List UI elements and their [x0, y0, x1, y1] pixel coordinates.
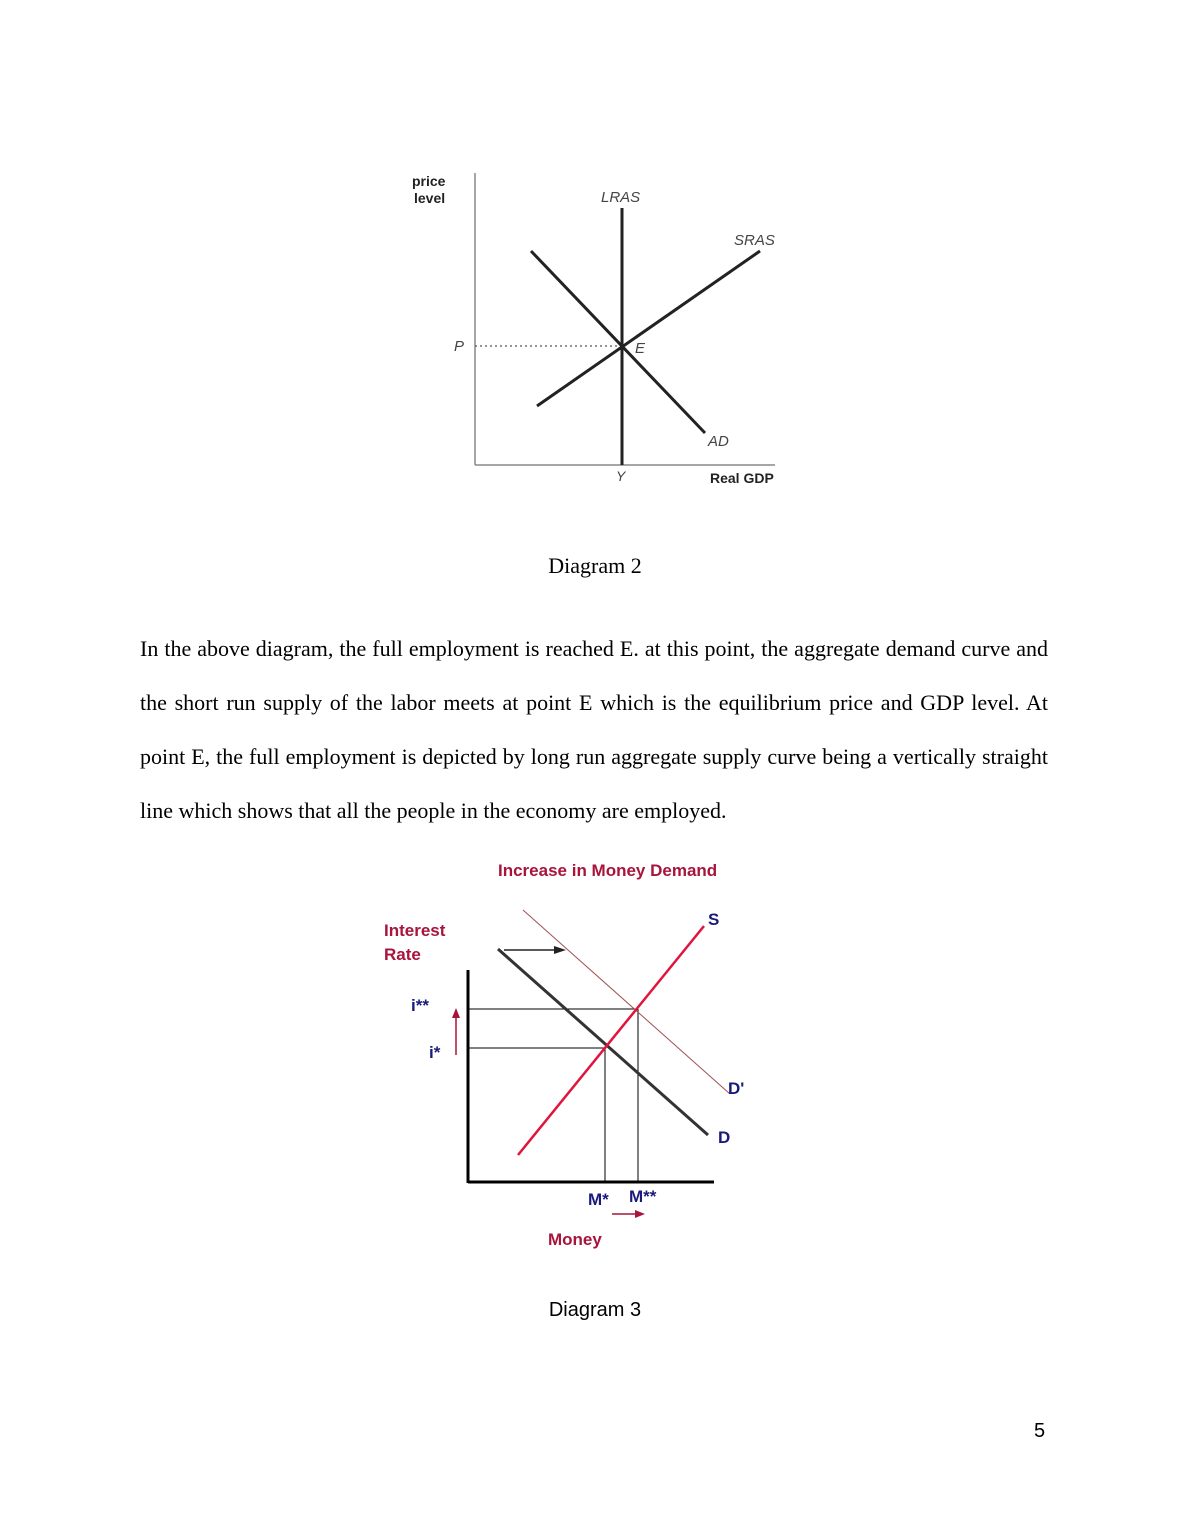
d3-i-star-label: i* [429, 1043, 441, 1062]
d3-m-star-label: M* [588, 1190, 609, 1209]
d2-x-axis-label: Real GDP [710, 470, 774, 486]
d3-supply-label: S [708, 910, 720, 929]
d2-y-axis-label-line2: level [414, 190, 446, 206]
diagram-3-caption: Diagram 3 [548, 1299, 642, 1321]
d2-output-label: Y [616, 468, 626, 484]
d2-lras-label: LRAS [601, 189, 641, 206]
diagram-2-caption: Diagram 2 [548, 553, 642, 578]
d2-ad-line [531, 251, 705, 433]
d3-money-rise-arrowhead [635, 1210, 645, 1218]
d3-y-axis-label-line1: Interest [384, 921, 446, 940]
diagram-2 [400, 165, 800, 495]
d3-supply-line [518, 926, 704, 1155]
d2-price-label: P [454, 338, 465, 355]
d3-title: Increase in Money Demand [498, 861, 718, 880]
d2-equilibrium-label: E [635, 340, 646, 357]
d2-ad-label: AD [708, 433, 729, 450]
d3-rate-rise-arrowhead [452, 1008, 460, 1018]
d3-demand-line [498, 949, 708, 1135]
d2-sras-line [537, 251, 760, 406]
d2-sras-label: SRAS [734, 232, 775, 249]
page-number: 5 [1034, 1420, 1046, 1442]
d3-demand-new-line [523, 910, 730, 1094]
d3-i-double-star-label: i** [411, 996, 429, 1015]
d3-demand-label: D [718, 1128, 731, 1147]
d3-demand-new-label: D' [728, 1079, 745, 1098]
d3-x-axis-label: Money [548, 1230, 602, 1249]
diagram-3 [370, 850, 790, 1260]
body-paragraph: In the above diagram, the full employment is reached E. at this point, the aggregate demand curve and the short run supply of the labor meets at point E which is the equilibrium price and GDP level. At point E, the full employment is depicted by long run aggregate supply curve being a vertically straight line which shows that all the people in the economy are employed. [140, 636, 1048, 823]
d3-y-axis-label-line2: Rate [384, 945, 421, 964]
d3-m-double-star-label: M** [629, 1187, 657, 1206]
d2-y-axis-label-line1: price [412, 173, 446, 189]
